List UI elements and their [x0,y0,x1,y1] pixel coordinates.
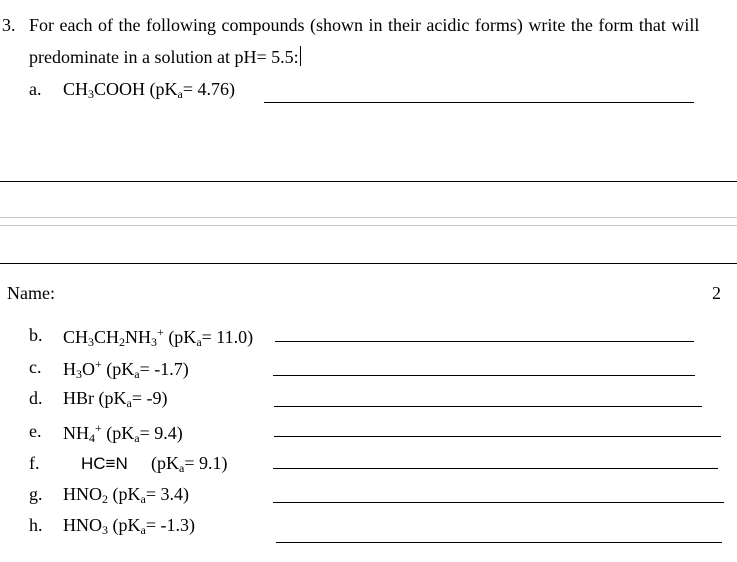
answer-line-h[interactable] [276,542,722,543]
item-b-letter: b. [29,325,43,345]
item-b-formula: $CH_3CH_2NH_3^+$ $(pK_a= 11.0)$ [63,325,254,349]
answer-line-c[interactable] [273,375,695,376]
answer-line-d[interactable] [274,406,702,407]
item-e-letter: e. [29,421,42,441]
item-f-formula: $(pK_a= 9.1)$ [151,453,228,475]
answer-line-e[interactable] [274,436,721,437]
question-text-line2-content: predominate in a solution at pH= 5.5: [29,47,299,67]
question-number: 3. [2,15,16,35]
item-a-formula: $CH_3COOH$ $(pK_a= 4.76)$ [63,79,235,101]
question-text-line2[interactable] [29,46,301,68]
page-break-rule-top [0,217,737,218]
item-g-letter: g. [29,484,43,504]
page-bottom-rule [0,181,737,182]
text-cursor [300,46,301,66]
page-top-rule [0,263,737,264]
item-a-letter: a. [29,79,42,99]
item-e-formula: $NH_4^+$ $(pK_a= 9.4)$ [63,421,183,445]
answer-line-a[interactable] [264,102,694,103]
item-d-formula: HBr $(pK_a= -9)$ [63,388,168,410]
item-h-formula: $HNO_3$ $(pK_a= -1.3)$ [63,515,195,537]
item-h-letter: h. [29,515,43,535]
item-g-formula: $HNO_2$ $(pK_a= 3.4)$ [63,484,189,506]
page-number: 2 [712,283,721,303]
answer-line-f[interactable] [273,468,718,469]
item-f-letter: f. [29,453,40,473]
answer-line-g[interactable] [273,502,724,503]
item-c-formula: $H_3O^+$ $(pK_a= -1.7)$ [63,357,189,381]
name-label: Name: [7,283,55,303]
item-c-letter: c. [29,357,42,377]
answer-line-b[interactable] [275,341,694,342]
question-text-line1: For each of the following compounds (shown in their acidic forms) write the form that will [29,15,700,35]
item-f-structure: HC≡N [81,454,128,473]
page-break-rule-bottom [0,225,737,226]
item-d-letter: d. [29,388,43,408]
